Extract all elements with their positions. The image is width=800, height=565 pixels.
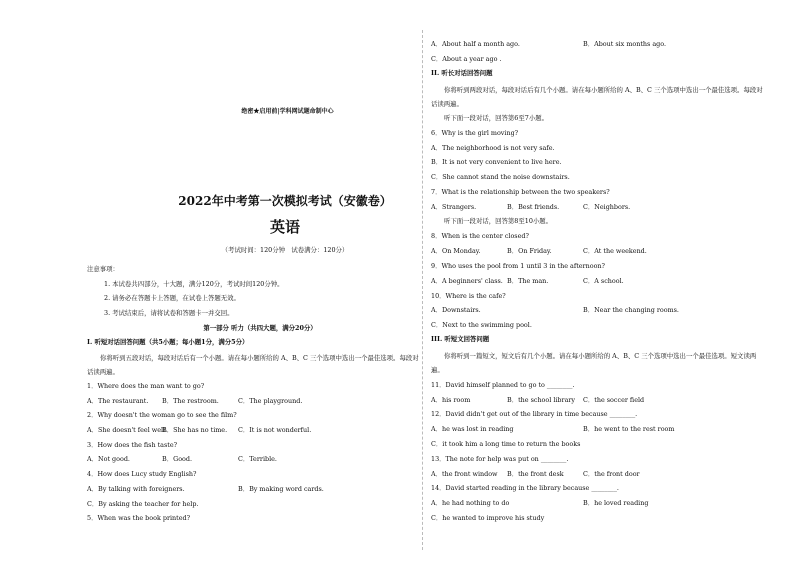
option-c: C．At the weekend. [583, 247, 647, 255]
notice-item: 1. 本试卷共四部分，十大题，满分120分，考试时间120分钟。 [104, 280, 284, 288]
option-a: A．his room [431, 396, 471, 404]
notice-heading: 注意事项： [87, 265, 119, 273]
dialog-note: 听下面一段对话，回答第6至7小题。 [444, 114, 548, 122]
option-c: C．it took him a long time to return the books [431, 440, 581, 448]
option-b: B．the school library [507, 396, 576, 404]
option-b: B．The restroom. [162, 397, 219, 405]
question-10: 10．Where is the cafe? [431, 292, 506, 300]
option-a: A．Not good. [87, 455, 130, 463]
option-c: C．Next to the swimming pool. [431, 321, 532, 329]
question-7: 7．What is the relationship between the two speakers? [431, 188, 610, 196]
option-a: A．The neighborhood is not very safe. [431, 144, 555, 152]
option-c: C．About a year ago . [431, 55, 502, 63]
question-4: 4．How does Lucy study English? [87, 470, 197, 478]
option-b: B．Best friends. [507, 203, 560, 211]
option-b: B．By making word cards. [238, 485, 324, 493]
option-c: C．he wanted to improve his study [431, 514, 545, 522]
dialog-note: 听下面一段对话，回答第8至10小题。 [444, 217, 553, 225]
section1-instructions: 你将听到五段对话，每段对话后有一个小题。请在每小题所给的 A、B、C 三个选项中选出一个最佳选项。每段对话读两遍。 [87, 354, 419, 376]
option-b: B．She has no time. [162, 426, 228, 434]
option-b: B．It is not very convenient to live here. [431, 158, 562, 166]
notice-item: 2. 请务必在答题卡上答题，在试卷上答题无效。 [104, 294, 240, 302]
option-c: C．She cannot stand the noise downstairs. [431, 173, 570, 181]
option-a: A．On Monday. [431, 247, 481, 255]
option-c: C．It is not wonderful. [238, 426, 312, 434]
option-a: A．About half a month ago. [431, 40, 520, 48]
question-3: 3．How does the fish taste? [87, 441, 178, 449]
option-b: B．he loved reading [583, 499, 649, 507]
option-a: A．A beginners' class. [431, 277, 503, 285]
option-a: A．Strangers. [431, 203, 477, 211]
confidential-label: 绝密★启用前|学科网试题命制中心 [241, 108, 334, 115]
question-13: 13．The note for help was put on ________. [431, 455, 569, 463]
option-c: C．By asking the teacher for help. [87, 500, 199, 508]
option-b: B．he went to the rest room [583, 425, 675, 433]
option-b: B．The man. [507, 277, 549, 285]
option-b: B．On Friday. [507, 247, 552, 255]
option-a: A．The restaurant. [87, 397, 149, 405]
option-a: A．he was lost in reading [431, 425, 514, 433]
question-2: 2．Why doesn't the woman go to see the film? [87, 411, 237, 419]
option-a: A．By talking with foreigners. [87, 485, 185, 493]
question-14: 14．David started reading in the library because ________. [431, 484, 619, 492]
subject-title: 英语 [269, 218, 300, 236]
question-12: 12．David didn't get out of the library in time because ________. [431, 410, 638, 418]
option-a: A．She doesn't feel well. [87, 426, 168, 434]
option-b: B．Near the changing rooms. [583, 306, 679, 314]
option-c: C．Neighbors. [583, 203, 631, 211]
exam-title: 2022年中考第一次模拟考试（安徽卷） [178, 194, 392, 208]
exam-info: （考试时间：120分钟 试卷满分：120分） [221, 246, 349, 254]
option-c: C．the soccer field [583, 396, 645, 404]
option-b: B．About six months ago. [583, 40, 667, 48]
option-a: A．he had nothing to do [431, 499, 510, 507]
question-8: 8．When is the center closed? [431, 232, 529, 240]
section3-heading: III. 听短文回答问题 [431, 335, 490, 343]
part1-heading: 第一部分 听力（共四大题，满分20分） [203, 324, 317, 332]
option-a: A．the front window [431, 470, 498, 478]
option-b: B．Good. [162, 455, 193, 463]
option-c: C．the front door [583, 470, 640, 478]
section2-instructions: 你将听到两段对话，每段对话后有几个小题。请在每小题所给的 A、B、C 三个选项中选出一个最佳选项。每段对话读两遍。 [431, 86, 763, 108]
right-page [400, 0, 800, 565]
option-c: C．Terrible. [238, 455, 277, 463]
option-c: C．A school. [583, 277, 624, 285]
option-c: C．The playground. [238, 397, 303, 405]
section3-instructions: 你将听到一篇短文，短文后有几个小题。请在每小题所给的 A、B、C 三个选项中选出一个最佳选项。短文读两遍。 [431, 352, 757, 374]
question-6: 6．Why is the girl moving? [431, 129, 519, 137]
question-9: 9．Who uses the pool from 1 until 3 in the afternoon? [431, 262, 605, 270]
option-b: B．the front desk [507, 470, 564, 478]
section2-heading: II. 听长对话回答问题 [431, 69, 493, 77]
question-5: 5．When was the book printed? [87, 514, 191, 522]
question-1: 1．Where does the man want to go? [87, 382, 205, 390]
option-a: A．Downstairs. [431, 306, 481, 314]
notice-item: 3. 考试结束后，请将试卷和答题卡一并交回。 [104, 309, 234, 317]
section1-heading: I. 听短对话回答问题（共5小题；每小题1分，满分5分） [87, 338, 249, 346]
question-11: 11．David himself planned to go to ________. [431, 381, 575, 389]
